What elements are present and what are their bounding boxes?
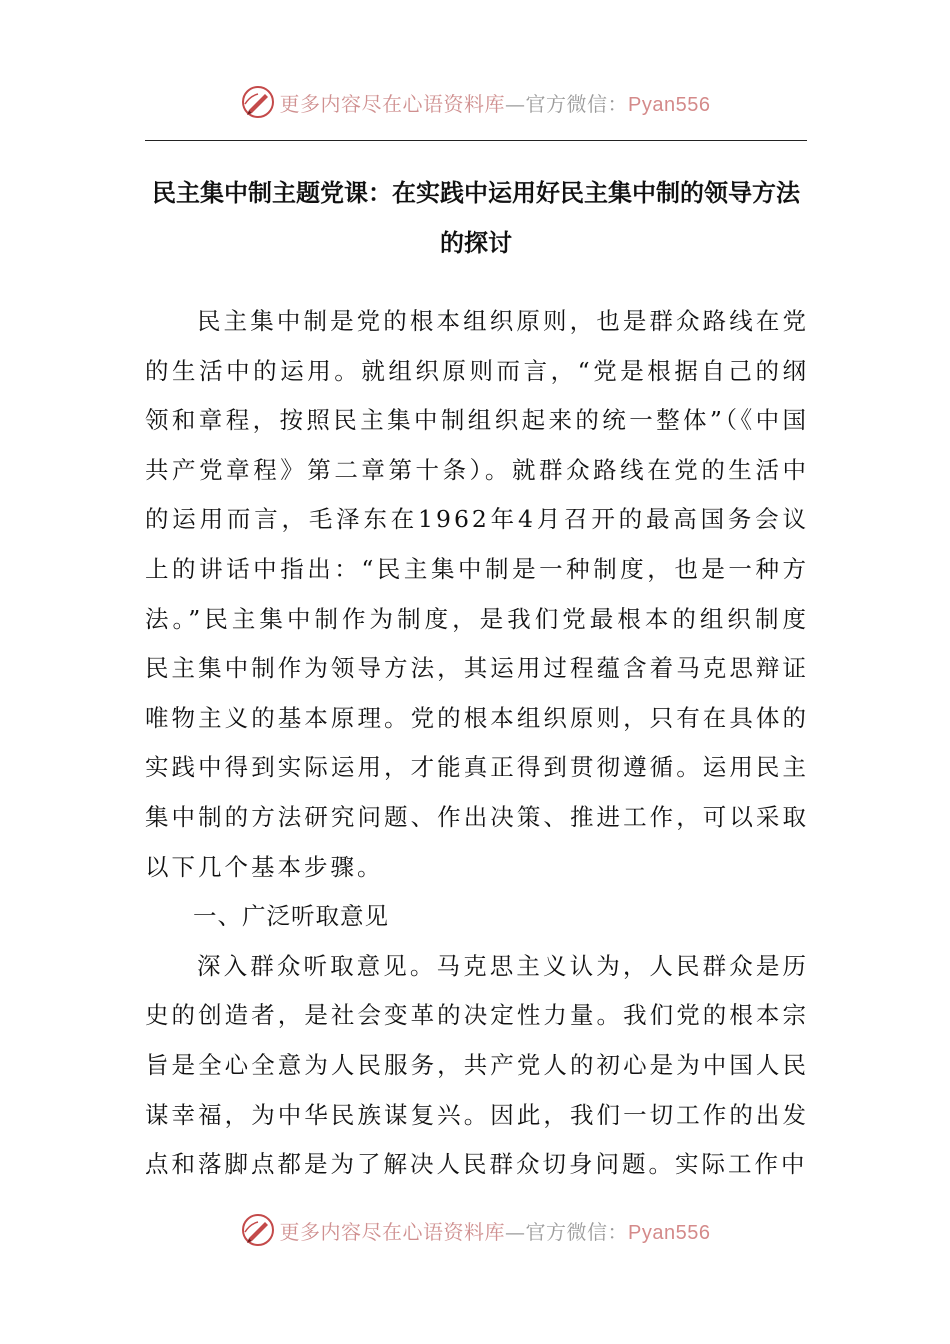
- banner-text: [280, 1216, 711, 1245]
- banner-slogan: 更多内容尽在心语资料库: [279, 1219, 506, 1244]
- body-paragraph: 深入群众听取意见。马克思主义认为，人民群众是历史的创造者，是社会变革的决定性力量。我们党的根本宗旨是全心全意为人民服务，共产党人的初心是为中国人民谋幸福，为中华民族谋复兴。因此，我们一切工作的出发点和落脚点都是为了解决人民群众切身问题。实际工作中: [145, 951, 809, 1179]
- pen-logo-icon: [240, 84, 276, 120]
- section-heading: 一、广泛听取意见: [193, 902, 389, 931]
- banner-official-label: 官方微信：: [525, 91, 629, 116]
- banner-separator: —: [505, 91, 526, 116]
- banner-official-label: 官方微信：: [525, 1219, 629, 1244]
- pen-logo-icon: [240, 1212, 276, 1248]
- document-body: [145, 297, 809, 1190]
- banner-text: [280, 88, 711, 117]
- banner-wechat-id: Pyan556: [628, 93, 711, 116]
- header-banner: [0, 82, 950, 122]
- banner-slogan: 更多内容尽在心语资料库: [279, 91, 506, 116]
- banner-separator: —: [505, 1219, 526, 1244]
- footer-banner: [0, 1210, 950, 1250]
- document-title: 民主集中制主题党课：在实践中运用好民主集中制的领导方法的探讨: [152, 178, 800, 257]
- header-divider: [145, 140, 807, 141]
- banner-wechat-id: Pyan556: [628, 1221, 711, 1244]
- body-paragraph: 民主集中制是党的根本组织原则，也是群众路线在党的生活中的运用。就组织原则而言，“党是根据自己的纲领和章程，按照民主集中制组织起来的统一整体”（《中国共产党章程》第二章第十条）。就群众路线在党的生活中的运用而言，毛泽东在1962年4月召开的最高国务会议上的讲话中指出：“民主集中制是一种制度，也是一种方法。”民主集中制作为制度，是我们党最根本的组织制度民主集中制作为领导方法，其运用过程蕴含着马克思辩证唯物主义的基本原理。党的根本组织原则，只有在具体的实践中得到实际运用，才能真正得到贯彻遵循。运用民主集中制的方法研究问题、作出决策、推进工作，可以采取以下几个基本步骤。: [145, 307, 809, 881]
